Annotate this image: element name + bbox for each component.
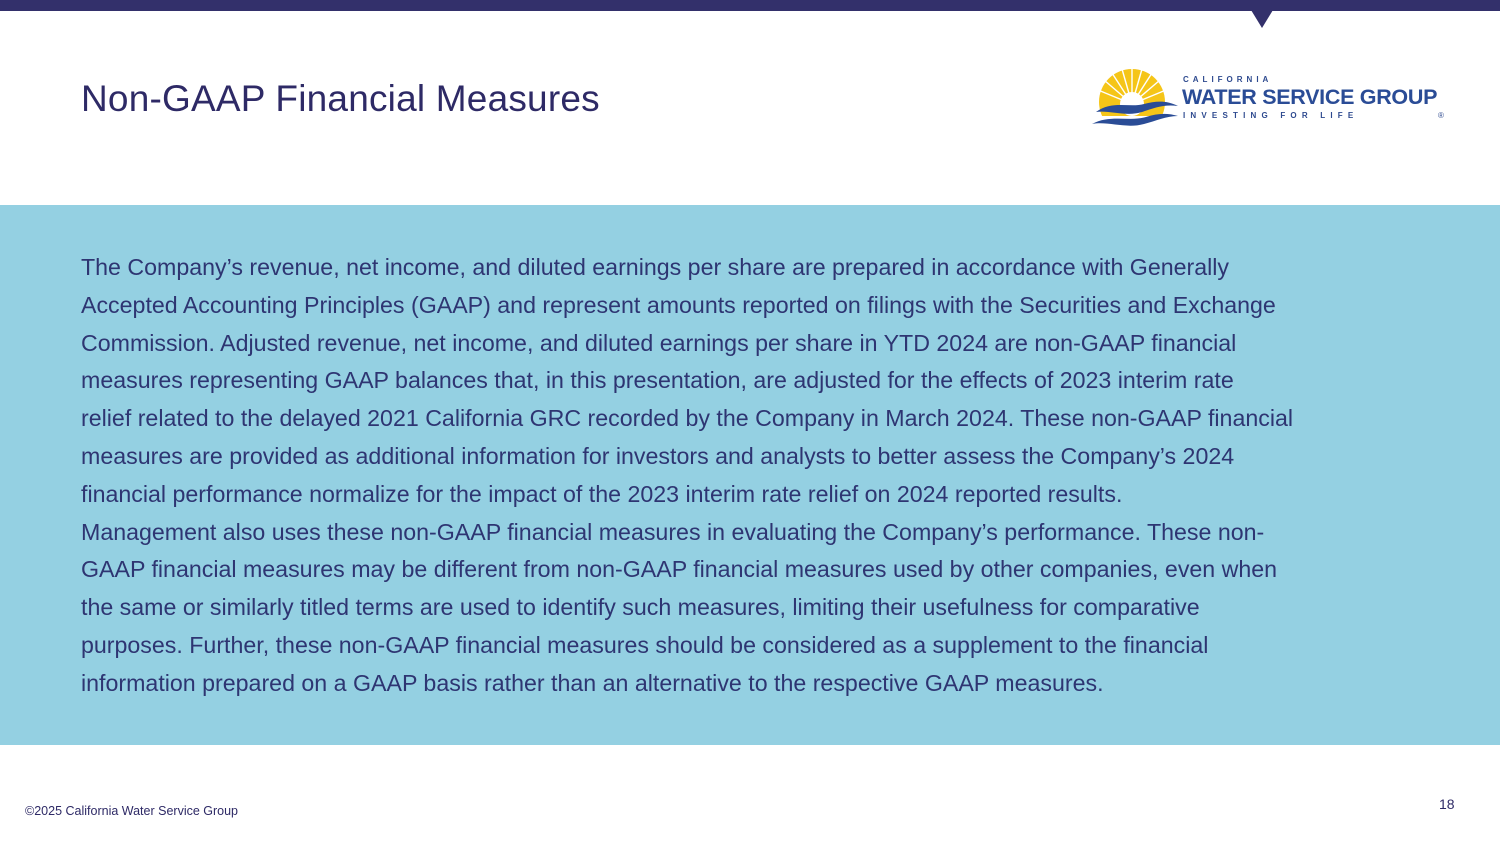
- sun-over-waves-icon: [1090, 66, 1182, 130]
- logo-small-label: CALIFORNIA: [1183, 75, 1273, 84]
- page-number: 18: [1439, 796, 1455, 812]
- top-accent-notch: [1251, 10, 1273, 28]
- paragraph-line: Management also uses these non-GAAP financial measures in evaluating the Company’s performance. These non-: [81, 518, 1265, 545]
- paragraph-line: measures are provided as additional information for investors and analysts to better assess the Company’s 2024: [81, 442, 1235, 469]
- paragraph-line: purposes. Further, these non-GAAP financial measures should be considered as a supplement to the financial: [81, 631, 1209, 658]
- paragraph-line: The Company’s revenue, net income, and diluted earnings per share are prepared in accordance with Generally: [81, 254, 1230, 280]
- disclosure-paragraph: [81, 249, 1426, 703]
- paragraph-line: measures representing GAAP balances that, in this presentation, are adjusted for the effects of 2023 interim rate: [81, 367, 1234, 394]
- company-logo: [1090, 66, 1450, 130]
- paragraph-line: the same or similarly titled terms are used to identify such measures, limiting their usefulness for comparative: [81, 594, 1200, 621]
- top-accent-bar: [0, 0, 1500, 11]
- paragraph-line: financial performance normalize for the impact of the 2023 interim rate relief on 2024 reported results.: [81, 480, 1123, 507]
- paragraph-line: relief related to the delayed 2021 California GRC recorded by the Company in March 2024. These non-GAAP financial: [81, 405, 1294, 432]
- logo-main-label: WATER SERVICE GROUP: [1182, 85, 1438, 109]
- logo-tagline: INVESTING FOR LIFE: [1183, 111, 1359, 120]
- registered-mark: ®: [1438, 111, 1444, 120]
- paragraph-line: information prepared on a GAAP basis rather than an alternative to the respective GAAP measures.: [81, 669, 1104, 696]
- paragraph-line: GAAP financial measures may be different from non-GAAP financial measures used by other companies, even when: [81, 556, 1278, 583]
- paragraph-line: Commission. Adjusted revenue, net income, and diluted earnings per share in YTD 2024 are non-GAAP financial: [81, 329, 1237, 356]
- paragraph-line: Accepted Accounting Principles (GAAP) and represent amounts reported on filings with the Securities and Exchange: [81, 291, 1276, 318]
- slide-title: Non-GAAP Financial Measures: [81, 78, 600, 119]
- copyright-footer: ©2025 California Water Service Group: [25, 804, 239, 818]
